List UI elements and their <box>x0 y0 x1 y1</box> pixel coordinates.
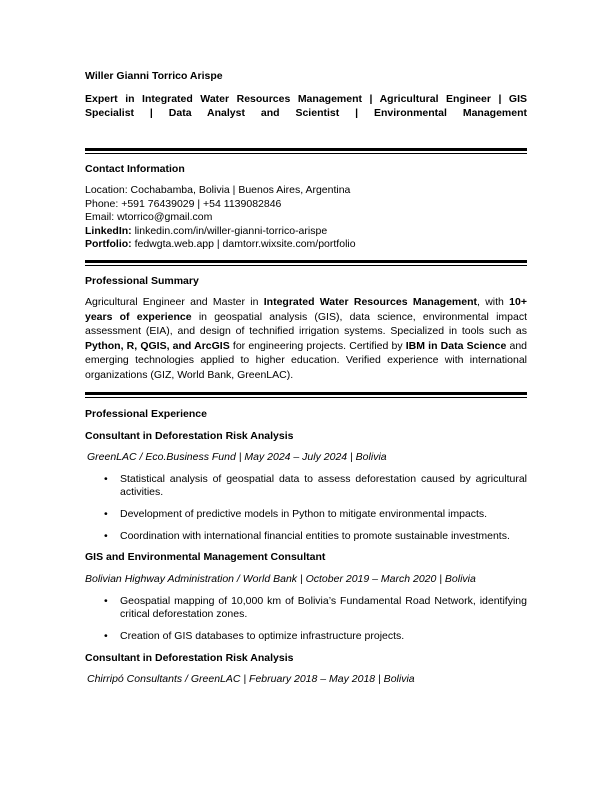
candidate-name: Willer Gianni Torrico Arispe <box>85 70 223 82</box>
contact-phone: Phone: +591 76439029 | +54 1139082846 <box>85 197 282 210</box>
section-divider <box>85 260 527 266</box>
linkedin-label: LinkedIn: <box>85 224 132 237</box>
contact-linkedin[interactable] <box>85 225 356 239</box>
bullet-icon: • <box>104 595 108 607</box>
job-meta: GreenLAC / Eco.Business Fund | May 2024 – July 2024 | Bolivia <box>87 451 387 463</box>
bullet-icon: • <box>104 508 108 520</box>
headline <box>85 92 527 120</box>
bullet-icon: • <box>104 630 108 642</box>
list-item: • Creation of GIS databases to optimize infrastructure projects. <box>104 630 405 642</box>
job-meta: Bolivian Highway Administration / World Bank | October 2019 – March 2020 | Bolivia <box>85 573 476 585</box>
section-divider <box>85 148 527 154</box>
summary-paragraph: Agricultural Engineer and Master in Integrated Water Resources Management, with 10+ years of experience in geospatial analysis (GIS), data science, environmental impact assessment (EIA), and design of technified irrigation systems. Specialized in tools such as Python, R, QGIS, and ArcGIS for engineering projects. Certified by IBM in Data Science and emerging technologies applied to higher education. Verified experience with international organizations (GIZ, World Bank, GreenLAC). <box>85 296 528 381</box>
portfolio-label: Portfolio: <box>85 238 132 250</box>
job-title: Consultant in Deforestation Risk Analysis <box>85 652 294 664</box>
experience-section-title: Professional Experience <box>85 408 207 420</box>
contact-location: Location: Cochabamba, Bolivia | Buenos Aires, Argentina <box>85 184 351 196</box>
job-bullets <box>85 473 527 543</box>
headline-line-2: Specialist | Data Analyst and Scientist | Environmental Management <box>85 107 527 119</box>
job-title: GIS and Environmental Management Consultant <box>85 551 326 563</box>
linkedin-value[interactable]: linkedin.com/in/willer-gianni-torrico-arispe <box>131 224 328 237</box>
bullet-icon: • <box>104 530 108 542</box>
job-meta: Chirripó Consultants / GreenLAC | February 2018 – May 2018 | Bolivia <box>87 673 415 685</box>
contact-block <box>85 184 356 252</box>
section-divider <box>85 392 527 398</box>
bullet-icon: • <box>104 473 108 485</box>
list-item: • Geospatial mapping of 10,000 km of Bolivia’s Fundamental Road Network, identifying critical deforestation zones. <box>104 595 527 620</box>
contact-portfolio[interactable] <box>85 238 356 252</box>
list-item: • Development of predictive models in Python to mitigate environmental impacts. <box>104 508 488 520</box>
portfolio-value[interactable]: fedwgta.web.app | damtorr.wixsite.com/portfolio <box>131 238 356 250</box>
job-bullets <box>85 595 527 643</box>
list-item: • Coordination with international financial entities to promote sustainable investments. <box>104 530 510 542</box>
headline-line-1: Expert in Integrated Water Resources Management | Agricultural Engineer | GIS <box>85 93 527 105</box>
job-title: Consultant in Deforestation Risk Analysis <box>85 430 294 442</box>
contact-email[interactable]: Email: wtorrico@gmail.com <box>85 211 213 223</box>
list-item: • Statistical analysis of geospatial data to assess deforestation caused by agricultural activities. <box>104 473 527 498</box>
summary-section-title: Professional Summary <box>85 275 199 287</box>
contact-section-title: Contact Information <box>85 163 185 175</box>
